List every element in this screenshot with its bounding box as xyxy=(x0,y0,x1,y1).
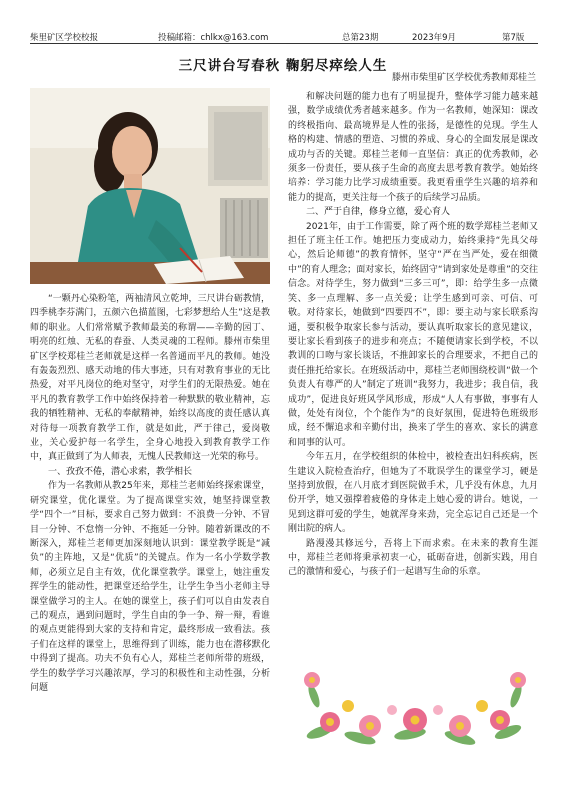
issue-date: 2023年9月 xyxy=(412,33,457,43)
newspaper-name: 柴里矿区学校校报 xyxy=(30,33,99,43)
article-column-right xyxy=(288,90,538,580)
teacher-photo xyxy=(30,88,270,284)
section-heading-1: 一、孜孜不倦，潜心求索，教学相长 xyxy=(48,466,193,477)
flower-border xyxy=(300,640,530,750)
article-title: 三尺讲台写春秋 鞠躬尽瘁绘人生 xyxy=(178,58,388,74)
submission-email[interactable]: 投稿邮箱：chlkx@163.com xyxy=(158,33,269,43)
newspaper-header xyxy=(30,30,538,44)
closing-paragraph: 路漫漫其修远兮，吾将上下而求索。在未来的教育生涯中，郑桂兰老师将秉承初衷一心，砥砺奋进，创新实践，用自己的激情和爱心，与孩子们一起谱写生命的乐章。 xyxy=(288,538,538,578)
article-column-left xyxy=(30,292,270,695)
page-number: 第7版 xyxy=(502,33,525,43)
section-heading-2: 二、严于自律，修身立德，爱心育人 xyxy=(306,207,451,218)
article-byline: 滕州市柴里矿区学校优秀教师郑桂兰 xyxy=(391,73,536,83)
section-2-paragraph: 2021年，由于工作需要，除了两个班的数学郑桂兰老师又担任了班主任工作。她把压力变成动力，始终秉持“先具父母心，然后论师德”的教育情怀，坚守“严在当严处，爱在细微中”的育人理念；面对家长，始终固守“请到家处是尊重”的交往信念。对待学生，努力做到“三多三可”，即：给学生多一点微笑、多一点理解、多一点关爱；让学生感到可亲、可信、可敬。对待家长，她做到“四要四不”，即：要主动与家长联系沟通，要积极争取家长参与活动，要认真听取家长的意见建议，要让家长看到孩子的进步和亮点；不随便请家长到学校，不以教训的口吻与家长谈话，不推卸家长的合理要求，不把自己的责任推托给家长。在班级活动中，郑桂兰老师围绕校训“做一个负责人有尊严的人”制定了班训“我努力，我进步；我自信，我成功”，促进良好班风学风形成，形成“人人有事做，事事有人做，处处有岗位，个个能作为”的良好氛围，促进特色班级形成，经不懈追求和辛勤付出，换来了学生的喜欢、家长的满意和同事的认可。 xyxy=(288,221,538,448)
issue-number: 总第23期 xyxy=(342,33,379,43)
health-paragraph: 今年五月，在学校组织的体检中，被检查出妇科疾病，医生建议入院检查治疗，但她为了不耽误学生的课堂学习，硬是坚持到放假，在八月底才到医院做手术，几乎没有休息，九月份开学，她又强撑着疲倦的身体走上她心爱的讲台。她说，一见到这群可爱的学生，她就浑身来劲，完全忘记自己还是一个刚出院的病人。 xyxy=(288,452,538,535)
flower-icon xyxy=(304,672,526,737)
section-1-paragraph: 作为一名教师从教25年来，郑桂兰老师始终探索课堂，研究课堂，优化课堂。为了提高课堂实效，她坚持课堂教学“四个一”目标，要求自己努力做到：不浪费一分钟、不冒目一分钟、不怠惰一分钟、不拖延一分钟。随着新课改的不断深入，郑桂兰老师更加深刻地认识到：课堂教学既是“减负”的主阵地，又是“优质”的关键点。作为一名小学数学教师，必须立足自主有效，优化课堂教学。课堂上，她注重发挥学生的能动性，把课堂还给学生，让学生争当小老师主导课堂做学习的主人。在她的课堂上，孩子们可以自由发表自己的观点，遇到问题时，学生自由的争一争、辩一辩，看谁的观点更能得到大家的支持和肯定，最终形成一致看法。孩子们在这样的课堂上，思维得到了训练，能力也在潜移默化中得到了提高。功夫不负有心人，郑桂兰老师所带的班级，学生的数学学习兴趣浓厚，学习的积极性和主动性强，分析问题 xyxy=(30,481,270,693)
continued-paragraph: 和解决问题的能力也有了明显提升，整体学习能力越来越强，数学成绩优秀者越来越多。作为一名教师，她深知：课改的终极指向、最高境界是人性的张扬，是德性的兑现。学生人格的构建、情感的塑造、习惯的养成、身心的全面发展是课改成功与否的关键。郑桂兰老师一直坚信：真正的优秀教师，必须多一份责任，要从孩子生命的高度去思考教育教学。她始终培养：学习能力比学习成绩重要。我更看重学生兴趣的培养和能力的提高，更关注每一个孩子的后续学习品质。 xyxy=(288,92,538,203)
intro-paragraph: “一颗丹心染粉笔，两袖清风立乾坤，三尺讲台砺教情，四季桃李芬满门，五颜六色描蓝图，七彩梦想给人生”这是教师的职业。人们常常赋予教师最美的称谓——辛勤的园丁、明亮的红烛、无私的春蚕、人类灵魂的工程师。滕州市柴里矿区学校郑桂兰老师就是这样一名普通而平凡的教师。她没有轰轰烈烈、感天动地的伟大事迹，只有对教育事业的无比热爱，对平凡岗位的绝对坚守，对学生们的无限热爱。她在平凡的教育教学工作中始终保持着一种默默的敬业精神，忘我的牺牲精神、无私的奉献精神，始终以高度的责任感认真对待每一项教育教学工作，就是如此，严于律己，爱岗敬业，关心爱护每一名学生，全身心地投入到教育教学工作中，真正做到了为人师表，无愧人民教师这一光荣的称号。 xyxy=(30,294,270,463)
